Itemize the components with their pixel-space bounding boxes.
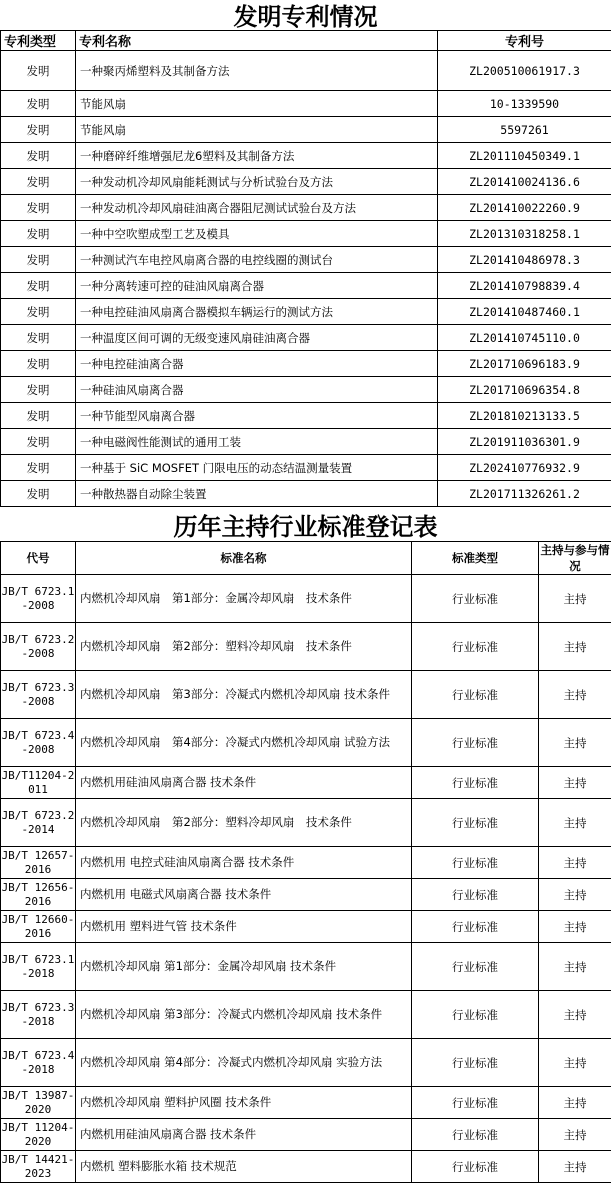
standards-header-row bbox=[1, 542, 611, 575]
standard-category: 行业标准 bbox=[412, 575, 539, 623]
patent-row bbox=[1, 91, 611, 117]
standard-category: 行业标准 bbox=[412, 719, 539, 767]
standard-role: 主持 bbox=[539, 767, 611, 799]
standard-code: JB/T 12656-2016 bbox=[1, 879, 76, 911]
patent-name: 节能风扇 bbox=[76, 117, 438, 143]
patent-type: 发明 bbox=[1, 117, 76, 143]
patent-name: 一种基于 SiC MOSFET 门限电压的动态结温测量装置 bbox=[76, 455, 438, 481]
patent-number: 5597261 bbox=[438, 117, 611, 143]
patent-number: ZL201410486978.3 bbox=[438, 247, 611, 273]
patent-number: ZL201410022260.9 bbox=[438, 195, 611, 221]
patent-row bbox=[1, 273, 611, 299]
standard-row bbox=[1, 1039, 611, 1087]
standard-name: 内燃机用 塑料进气管 技术条件 bbox=[76, 911, 412, 943]
patent-number: ZL202410776932.9 bbox=[438, 455, 611, 481]
standard-code: JB/T 6723.2-2014 bbox=[1, 799, 76, 847]
patent-type: 发明 bbox=[1, 429, 76, 455]
standard-category: 行业标准 bbox=[412, 671, 539, 719]
standard-code-header: 代号 bbox=[1, 542, 76, 575]
patent-number: ZL201810213133.5 bbox=[438, 403, 611, 429]
standard-code: JB/T 6723.3-2018 bbox=[1, 991, 76, 1039]
patent-row bbox=[1, 351, 611, 377]
standards-section-title: 历年主持行业标准登记表 bbox=[173, 512, 438, 541]
standard-role: 主持 bbox=[539, 1039, 611, 1087]
patent-name: 一种分离转速可控的硅油风扇离合器 bbox=[76, 273, 438, 299]
standard-role: 主持 bbox=[539, 847, 611, 879]
standard-category: 行业标准 bbox=[412, 879, 539, 911]
patent-row bbox=[1, 51, 611, 91]
standard-role: 主持 bbox=[539, 671, 611, 719]
standard-code: JB/T 14421-2023 bbox=[1, 1151, 76, 1183]
standard-row bbox=[1, 719, 611, 767]
patent-name: 一种温度区间可调的无级变速风扇硅油离合器 bbox=[76, 325, 438, 351]
standard-row bbox=[1, 1151, 611, 1183]
standard-role: 主持 bbox=[539, 1151, 611, 1183]
patent-type: 发明 bbox=[1, 195, 76, 221]
standard-name: 内燃机冷却风扇 第3部分：冷凝式内燃机冷却风扇 技术条件 bbox=[76, 991, 412, 1039]
standard-name: 内燃机冷却风扇 第2部分：塑料冷却风扇 技术条件 bbox=[76, 799, 412, 847]
patent-row bbox=[1, 169, 611, 195]
standard-category: 行业标准 bbox=[412, 847, 539, 879]
standard-role: 主持 bbox=[539, 1119, 611, 1151]
patent-type: 发明 bbox=[1, 273, 76, 299]
patent-type-header: 专利类型 bbox=[1, 31, 76, 51]
patent-row bbox=[1, 299, 611, 325]
patent-row bbox=[1, 117, 611, 143]
standard-role: 主持 bbox=[539, 799, 611, 847]
standard-role: 主持 bbox=[539, 991, 611, 1039]
standard-category: 行业标准 bbox=[412, 1151, 539, 1183]
standard-name-header: 标准名称 bbox=[76, 542, 412, 575]
standard-row bbox=[1, 943, 611, 991]
patent-number: 10-1339590 bbox=[438, 91, 611, 117]
patent-type: 发明 bbox=[1, 299, 76, 325]
patent-type: 发明 bbox=[1, 221, 76, 247]
standard-row bbox=[1, 575, 611, 623]
standard-name: 内燃机冷却风扇 第4部分：冷凝式内燃机冷却风扇 试验方法 bbox=[76, 719, 412, 767]
patent-type: 发明 bbox=[1, 351, 76, 377]
standard-row bbox=[1, 1087, 611, 1119]
standard-role: 主持 bbox=[539, 623, 611, 671]
patent-name-header: 专利名称 bbox=[76, 31, 438, 51]
standard-category: 行业标准 bbox=[412, 911, 539, 943]
patent-row bbox=[1, 455, 611, 481]
patent-row bbox=[1, 221, 611, 247]
standard-code: JB/T 11204-2020 bbox=[1, 1119, 76, 1151]
patent-type: 发明 bbox=[1, 455, 76, 481]
patent-number: ZL201710696354.8 bbox=[438, 377, 611, 403]
patent-name: 一种电磁阀性能测试的通用工装 bbox=[76, 429, 438, 455]
standard-code: JB/T 6723.2-2008 bbox=[1, 623, 76, 671]
patent-type: 发明 bbox=[1, 247, 76, 273]
patent-name: 一种聚丙烯塑料及其制备方法 bbox=[76, 51, 438, 91]
standard-role-header: 主持与参与情况 bbox=[540, 543, 610, 573]
standard-role: 主持 bbox=[539, 943, 611, 991]
standard-code: JB/T 6723.4-2008 bbox=[1, 719, 76, 767]
patent-number: ZL201410024136.6 bbox=[438, 169, 611, 195]
standard-category: 行业标准 bbox=[412, 623, 539, 671]
standard-name: 内燃机冷却风扇 第2部分：塑料冷却风扇 技术条件 bbox=[76, 623, 412, 671]
standard-code: JB/T 12660-2016 bbox=[1, 911, 76, 943]
standard-category: 行业标准 bbox=[412, 943, 539, 991]
standard-row bbox=[1, 767, 611, 799]
patent-type: 发明 bbox=[1, 169, 76, 195]
patent-name: 一种磨碎纤维增强尼龙6塑料及其制备方法 bbox=[76, 143, 438, 169]
standard-row bbox=[1, 847, 611, 879]
patent-type: 发明 bbox=[1, 481, 76, 507]
patent-name: 一种电控硅油风扇离合器模拟车辆运行的测试方法 bbox=[76, 299, 438, 325]
standard-code: JB/T 6723.4-2018 bbox=[1, 1039, 76, 1087]
patent-number: ZL201110450349.1 bbox=[438, 143, 611, 169]
patent-name: 一种散热器自动除尘装置 bbox=[76, 481, 438, 507]
standard-row bbox=[1, 911, 611, 943]
standard-code: JB/T 6723.1-2018 bbox=[1, 943, 76, 991]
patent-number: ZL201711326261.2 bbox=[438, 481, 611, 507]
patent-type: 发明 bbox=[1, 91, 76, 117]
standard-name: 内燃机用 电控式硅油风扇离合器 技术条件 bbox=[76, 847, 412, 879]
patent-name: 一种电控硅油离合器 bbox=[76, 351, 438, 377]
standard-category: 行业标准 bbox=[412, 1119, 539, 1151]
standard-name: 内燃机冷却风扇 第4部分：冷凝式内燃机冷却风扇 实验方法 bbox=[76, 1039, 412, 1087]
patent-name: 一种测试汽车电控风扇离合器的电控线圈的测试台 bbox=[76, 247, 438, 273]
patent-row bbox=[1, 195, 611, 221]
standard-role: 主持 bbox=[539, 1087, 611, 1119]
standard-row bbox=[1, 991, 611, 1039]
standard-code: JB/T 13987-2020 bbox=[1, 1087, 76, 1119]
standard-category: 行业标准 bbox=[412, 991, 539, 1039]
patent-number: ZL201310318258.1 bbox=[438, 221, 611, 247]
patent-name: 一种发动机冷却风扇能耗测试与分析试验台及方法 bbox=[76, 169, 438, 195]
patent-number: ZL201410798839.4 bbox=[438, 273, 611, 299]
patent-type: 发明 bbox=[1, 377, 76, 403]
standard-name: 内燃机用硅油风扇离合器 技术条件 bbox=[76, 1119, 412, 1151]
patent-type: 发明 bbox=[1, 325, 76, 351]
standard-row bbox=[1, 623, 611, 671]
patent-name: 一种中空吹塑成型工艺及模具 bbox=[76, 221, 438, 247]
patent-number: ZL200510061917.3 bbox=[438, 51, 611, 91]
patent-row bbox=[1, 325, 611, 351]
standard-category-header: 标准类型 bbox=[412, 542, 539, 575]
standard-code: JB/T 6723.3-2008 bbox=[1, 671, 76, 719]
standard-role: 主持 bbox=[539, 575, 611, 623]
patent-name: 一种硅油风扇离合器 bbox=[76, 377, 438, 403]
patent-number: ZL201410745110.0 bbox=[438, 325, 611, 351]
standard-row bbox=[1, 879, 611, 911]
patent-row bbox=[1, 143, 611, 169]
patent-row bbox=[1, 247, 611, 273]
standard-category: 行业标准 bbox=[412, 1087, 539, 1119]
patent-row bbox=[1, 403, 611, 429]
patent-name: 节能风扇 bbox=[76, 91, 438, 117]
standard-name: 内燃机用 电磁式风扇离合器 技术条件 bbox=[76, 879, 412, 911]
standard-role: 主持 bbox=[539, 911, 611, 943]
standard-code: JB/T 12657-2016 bbox=[1, 847, 76, 879]
patent-type: 发明 bbox=[1, 403, 76, 429]
standard-code: JB/T 6723.1-2008 bbox=[1, 575, 76, 623]
patent-type: 发明 bbox=[1, 51, 76, 91]
standard-row bbox=[1, 1119, 611, 1151]
standard-name: 内燃机用硅油风扇离合器 技术条件 bbox=[76, 767, 412, 799]
standards-table bbox=[0, 541, 611, 1183]
standard-name: 内燃机冷却风扇 第3部分：冷凝式内燃机冷却风扇 技术条件 bbox=[76, 671, 412, 719]
patent-number-header: 专利号 bbox=[438, 31, 611, 51]
patent-table bbox=[0, 30, 611, 507]
standard-category: 行业标准 bbox=[412, 767, 539, 799]
patent-row bbox=[1, 481, 611, 507]
standard-category: 行业标准 bbox=[412, 799, 539, 847]
patent-name: 一种节能型风扇离合器 bbox=[76, 403, 438, 429]
patent-name: 一种发动机冷却风扇硅油离合器阻尼测试试验台及方法 bbox=[76, 195, 438, 221]
standard-category: 行业标准 bbox=[412, 1039, 539, 1087]
standard-row bbox=[1, 671, 611, 719]
standard-role: 主持 bbox=[539, 719, 611, 767]
standard-name: 内燃机冷却风扇 塑料护风圈 技术条件 bbox=[76, 1087, 412, 1119]
patent-number: ZL201410487460.1 bbox=[438, 299, 611, 325]
standard-role: 主持 bbox=[539, 879, 611, 911]
standard-row bbox=[1, 799, 611, 847]
patent-number: ZL201911036301.9 bbox=[438, 429, 611, 455]
patent-type: 发明 bbox=[1, 143, 76, 169]
standard-name: 内燃机冷却风扇 第1部分：金属冷却风扇 技术条件 bbox=[76, 943, 412, 991]
patent-number: ZL201710696183.9 bbox=[438, 351, 611, 377]
patent-row bbox=[1, 377, 611, 403]
patent-section-title: 发明专利情况 bbox=[233, 2, 378, 31]
standard-name: 内燃机 塑料膨胀水箱 技术规范 bbox=[76, 1151, 412, 1183]
standard-code: JB/T11204-2011 bbox=[1, 767, 76, 799]
patent-row bbox=[1, 429, 611, 455]
standard-name: 内燃机冷却风扇 第1部分：金属冷却风扇 技术条件 bbox=[76, 575, 412, 623]
patent-header-row bbox=[1, 31, 611, 51]
